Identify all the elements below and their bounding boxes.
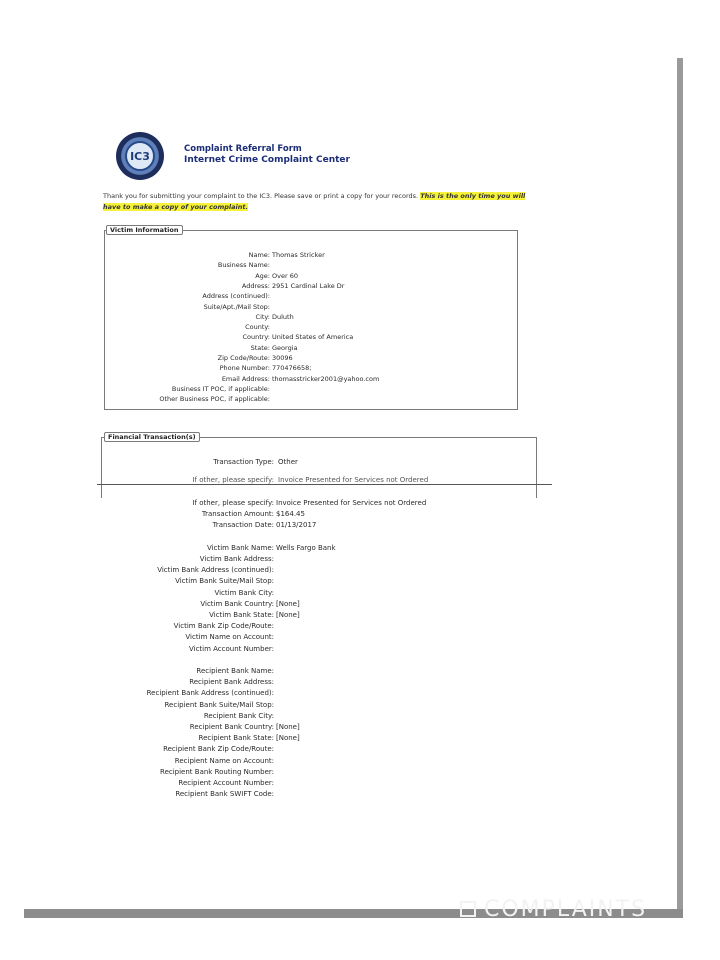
field-label: Transaction Date: (212, 521, 274, 530)
watermark-logo-icon (460, 901, 476, 917)
field-label: City: (255, 312, 270, 321)
field-value: thomasstricker2001@yahoo.com (272, 374, 380, 383)
intro-paragraph (103, 191, 533, 213)
page-shadow-right (677, 58, 683, 916)
field-value: 01/13/2017 (276, 521, 317, 530)
field-label: Recipient Bank City: (203, 711, 274, 720)
field-label: Recipient Bank Address (continued): (146, 689, 274, 698)
field-value: [None] (276, 734, 300, 743)
field-label: Victim Bank Country: (200, 599, 274, 608)
field-label: Victim Name on Account: (185, 633, 274, 642)
field-label: County: (245, 323, 270, 332)
field-label: Victim Bank Address: (199, 555, 274, 563)
field-value: [None] (276, 611, 300, 619)
field-label: If other, please specify: (192, 476, 274, 484)
field-label: Recipient Bank Routing Number: (160, 767, 274, 776)
cut-off-row (0, 476, 720, 484)
page-cut-line (97, 484, 552, 485)
field-label: Age: (255, 271, 270, 280)
field-value: Thomas Stricker (272, 251, 325, 259)
victim-info-title: Victim Information (106, 225, 183, 235)
field-value: Invoice Presented for Services not Ordered (278, 476, 429, 484)
field-label: Recipient Account Number: (178, 779, 274, 787)
field-value: [None] (276, 723, 300, 731)
field-label: Transaction Type: (213, 458, 274, 466)
field-label: Victim Bank Suite/Mail Stop: (175, 577, 274, 586)
field-label: Other Business POC, if applicable: (159, 395, 270, 404)
field-label: If other, please specify: (192, 499, 274, 507)
field-label: Zip Code/Route: (217, 354, 270, 362)
field-label: Victim Bank State: (209, 611, 274, 619)
field-value: Duluth (272, 312, 294, 321)
field-label: Victim Bank City: (214, 588, 274, 597)
field-label: Phone Number: (219, 364, 270, 373)
form-title: Complaint Referral Form (184, 144, 302, 154)
field-label: Recipient Bank State: (198, 734, 274, 743)
field-value: 770476658; (272, 364, 312, 373)
field-value: United States of America (272, 333, 354, 342)
field-value: $164.45 (276, 510, 305, 519)
watermark-text: COMPLAINTS (484, 896, 648, 922)
intro-text: Thank you for submitting your complaint to the IC3. Please save or print a copy for your records. (103, 192, 421, 200)
field-label: Recipient Bank SWIFT Code: (175, 790, 274, 799)
field-label: State: (250, 343, 270, 352)
financial-box (101, 437, 537, 498)
field-label: Victim Bank Address (continued): (157, 566, 274, 575)
field-label: Address: (241, 281, 270, 290)
field-label: Suite/Apt./Mail Stop: (203, 302, 270, 311)
form-org: Internet Crime Complaint Center (184, 155, 350, 165)
field-value: 2951 Cardinal Lake Dr (272, 281, 345, 290)
field-label: Victim Bank Zip Code/Route: (173, 622, 274, 631)
field-label: Business IT POC, if applicable: (171, 384, 270, 393)
field-value: Georgia (272, 343, 298, 352)
field-label: Victim Account Number: (188, 644, 274, 653)
watermark (460, 898, 647, 920)
financial-title: Financial Transaction(s) (104, 432, 200, 442)
field-value: 30096 (272, 354, 293, 362)
field-label: Recipient Bank Suite/Mail Stop: (164, 700, 274, 709)
field-label: Recipient Bank Name: (196, 667, 274, 675)
field-label: Recipient Bank Zip Code/Route: (163, 745, 274, 754)
field-label: Recipient Bank Country: (189, 723, 274, 731)
intro-highlight: This is the only time you will have to make a copy of your complaint. (103, 192, 526, 211)
field-label: Business Name: (217, 261, 270, 270)
field-value: Other (278, 458, 298, 466)
field-label: Recipient Name on Account: (174, 756, 274, 765)
field-label: Victim Bank Name: (207, 543, 274, 552)
ic3-seal-logo (116, 132, 164, 180)
field-value: Wells Fargo Bank (276, 543, 336, 552)
field-value: [None] (276, 599, 300, 608)
field-value: Over 60 (272, 271, 298, 280)
field-label: Recipient Bank Address: (189, 678, 274, 687)
field-label: Transaction Amount: (201, 510, 274, 519)
ic3-seal-core: IC3 (125, 141, 155, 171)
field-label: Email Address: (221, 374, 270, 383)
field-label: Address (continued): (202, 292, 270, 301)
field-value: Invoice Presented for Services not Ordered (276, 499, 427, 507)
form-header (184, 144, 350, 166)
field-label: Name: (248, 251, 270, 259)
field-label: Country: (242, 333, 270, 342)
